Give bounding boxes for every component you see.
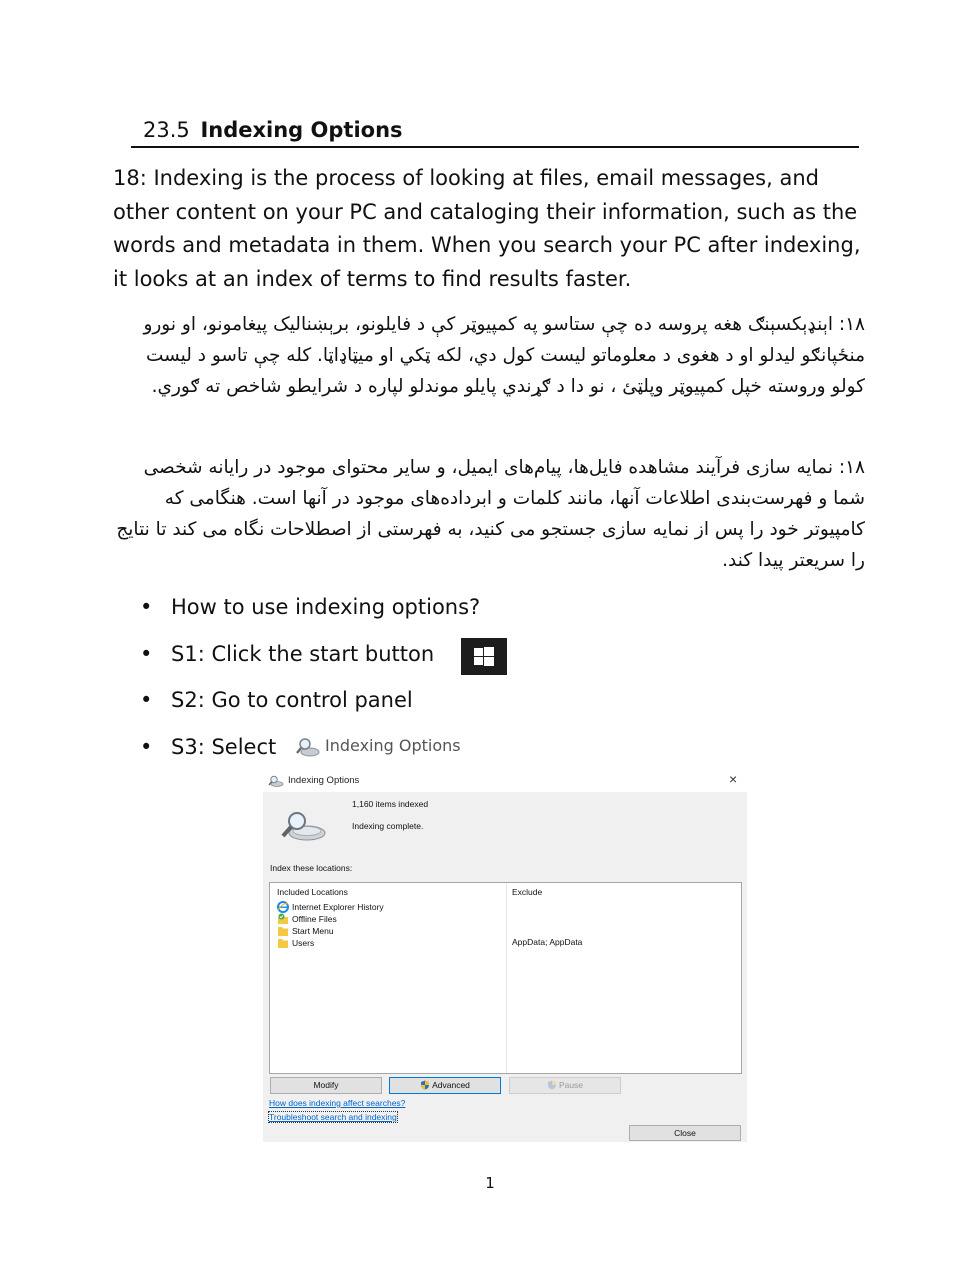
step-text: How to use indexing options? (171, 595, 481, 619)
list-item (140, 683, 480, 730)
indexing-options-icon (296, 737, 320, 757)
indexing-options-icon (277, 810, 327, 842)
users-exclude-value: AppData; AppData (512, 937, 583, 947)
section-title: Indexing Options (200, 118, 403, 142)
exclude-header: Exclude (512, 887, 543, 897)
bullet-dot: • (140, 641, 153, 666)
bullet-dot: • (140, 595, 153, 619)
shield-icon (547, 1080, 557, 1090)
step-text: S2: Go to control panel (171, 688, 413, 712)
paragraph-english: 18: Indexing is the process of looking at files, email messages, and other content on your PC and cataloging their information, such as the words and metadata in them. When you search your PC after indexing, it looks at an index of terms to find results faster. (113, 166, 861, 291)
page-number: 1 (485, 1174, 495, 1192)
folder-icon (277, 925, 289, 937)
pause-button-label: Pause (558, 1080, 584, 1090)
step-text: S1: Click the start button (171, 641, 435, 666)
items-indexed-count: 1,160 items indexed (352, 799, 429, 809)
step-text: S3: Select (171, 734, 277, 759)
windows-logo-icon (474, 647, 494, 666)
location-label: Offline Files (292, 914, 337, 924)
offline-files-icon (277, 913, 289, 925)
folder-icon (277, 937, 289, 949)
modify-button[interactable] (270, 1077, 382, 1094)
included-locations-header: Included Locations (277, 887, 348, 897)
heading-underline (131, 146, 859, 148)
paragraph-pashto: ۱۸: اېنډېکسېنګ هغه پروسه ده چې ستاسو په کمپيوټر کې د فايلونو، برېښناليک پيغامونو، او نورو منځپانګو ليدلو او د هغوی د معلوماتو لیست کول دي، لکه ټکي او ميټاډاټا. کله چې تاسو د لیست کولو وروسته خپل کمپيوټر وپلټئ ، نو دا د ګړندي پايلو موندلو لپاره د شرايطو شاخص ته ګوري. (143, 314, 865, 397)
close-button-label: Close (674, 1128, 696, 1138)
bullet-dot: • (140, 688, 153, 712)
locations-label: Index these locations: (270, 863, 353, 873)
pause-button[interactable] (509, 1077, 621, 1094)
start-button-image (461, 638, 507, 675)
advanced-button-label: Advanced (432, 1080, 470, 1090)
column-divider (506, 883, 507, 1073)
dialog-titlebar (263, 770, 747, 792)
close-icon[interactable]: × (729, 771, 738, 787)
location-label: Internet Explorer History (292, 902, 384, 912)
indexing-options-icon (268, 775, 284, 787)
modify-button-label: Modify (313, 1080, 339, 1090)
section-heading (143, 118, 403, 142)
list-item (140, 590, 480, 637)
dialog-title: Indexing Options (288, 775, 360, 786)
indexing-status: Indexing complete. (352, 821, 424, 831)
locations-list[interactable] (269, 882, 742, 1074)
internet-explorer-icon (277, 901, 289, 913)
bullet-dot: • (140, 734, 153, 759)
location-label: Start Menu (292, 926, 334, 936)
paragraph-persian: ۱۸: نمایه سازی فرآیند مشاهده فایل‌ها، پیام‌های ایمیل، و سایر محتوای موجود در رایانه شخصی شما و فهرست‌بندی اطلاعات آنها، مانند کلمات و ابرداده‌های موجود در آنها است. هنگامی که کامپیوتر خود را پس از نمایه سازی جستجو می کنید، به فهرستی از اصطلاحات نگاه می کند تا نتایج را سریعتر پیدا کند. (116, 457, 865, 571)
advanced-button[interactable] (389, 1077, 501, 1094)
list-item (140, 637, 480, 684)
shield-icon (420, 1080, 430, 1090)
close-button[interactable] (629, 1125, 741, 1141)
troubleshoot-link[interactable]: Troubleshoot search and indexing (269, 1112, 397, 1122)
indexing-options-label: Indexing Options (325, 736, 461, 755)
section-number: 23.5 (143, 118, 190, 142)
indexing-help-link[interactable]: How does indexing affect searches? (269, 1098, 406, 1108)
location-label: Users (292, 938, 315, 948)
indexing-options-dialog (263, 770, 747, 1142)
